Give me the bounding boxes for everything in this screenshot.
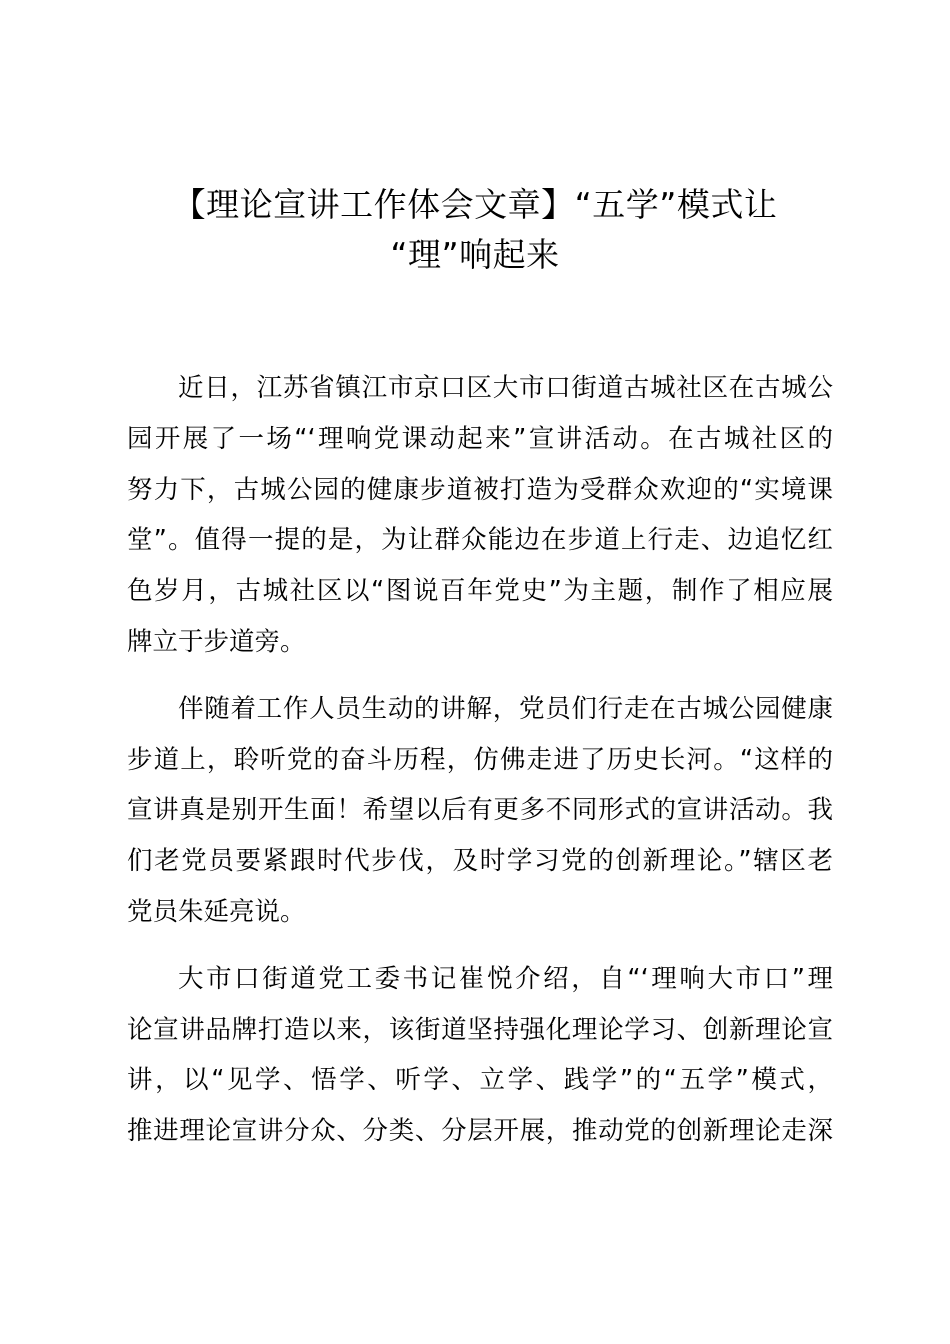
title-line-2: “理”响起来 <box>390 235 560 274</box>
paragraph-1 <box>127 363 833 668</box>
paragraph-line: 近日，江苏省镇江市京口区大市口街道古城社区在古城公 <box>178 373 833 403</box>
paragraph-3 <box>127 954 833 1157</box>
title-line-1: 【理论宣讲工作体会文章】“五学”模式让 <box>172 185 778 224</box>
paragraph-line: 色岁月，古城社区以“图说百年党史”为主题，制作了相应展 <box>127 576 833 607</box>
paragraph-line: 努力下，古城公园的健康步道被打造为受群众欢迎的“实境课 <box>127 474 833 505</box>
paragraph-line: 推进理论宣讲分众、分类、分层开展，推动党的创新理论走深 <box>127 1116 833 1147</box>
paragraph-line: 园开展了一场“‘理响党课动起来”宣讲活动。在古城社区的 <box>127 423 833 454</box>
paragraph-line: 堂”。值得一提的是，为让群众能边在步道上行走、边追忆红 <box>127 525 833 556</box>
paragraph-line: 牌立于步道旁。 <box>127 626 306 657</box>
paragraph-line: 党员朱延亮说。 <box>127 896 306 927</box>
paragraph-line: 们老党员要紧跟时代步伐，及时学习党的创新理论。”辖区老 <box>127 846 833 877</box>
paragraph-line: 宣讲真是别开生面！希望以后有更多不同形式的宣讲活动。我 <box>127 795 833 826</box>
paragraph-line: 论宣讲品牌打造以来，该街道坚持强化理论学习、创新理论宣 <box>127 1014 833 1045</box>
paragraph-line: 大市口街道党工委书记崔悦介绍，自“‘理响大市口”理 <box>178 963 833 994</box>
paragraph-line: 伴随着工作人员生动的讲解，党员们行走在古城公园健康 <box>178 693 833 724</box>
paragraph-line: 讲，以“见学、悟学、听学、立学、践学”的“五学”模式， <box>127 1065 833 1096</box>
paragraph-2 <box>127 684 833 938</box>
document-body <box>127 363 833 1173</box>
paragraph-line: 步道上，聆听党的奋斗历程，仿佛走进了历史长河。“这样的 <box>127 744 833 775</box>
document-title <box>120 180 830 280</box>
